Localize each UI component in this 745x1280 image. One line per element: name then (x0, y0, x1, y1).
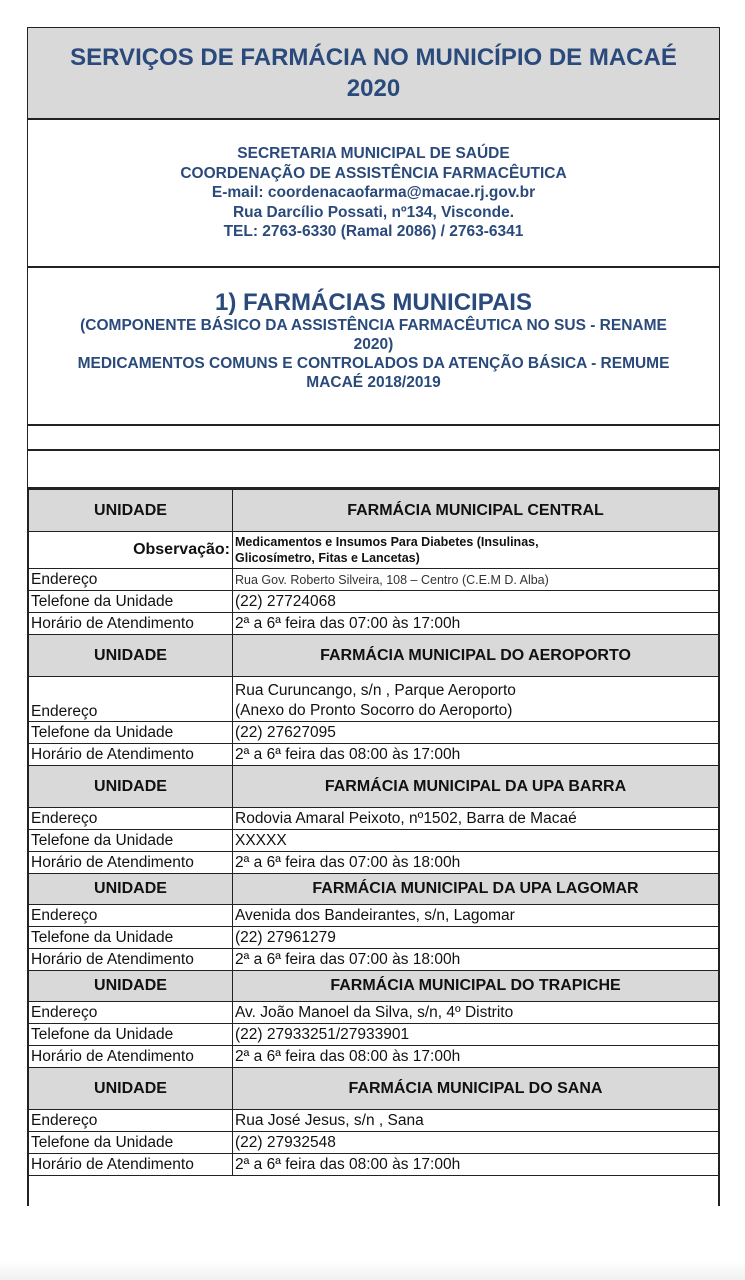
document-title (28, 28, 719, 120)
phone-value: XXXXX (233, 830, 719, 852)
secretaria-name: SECRETARIA MUNICIPAL DE SAÚDE (237, 145, 510, 162)
pharmacy-services-document (27, 27, 720, 1206)
unit-name: FARMÁCIA MUNICIPAL DA UPA LAGOMAR (233, 874, 719, 905)
phone-row (29, 1132, 719, 1154)
phone-value: (22) 27627095 (233, 722, 719, 744)
address-label: Endereço (29, 1110, 233, 1132)
address-row (29, 1110, 719, 1132)
observation-row (29, 532, 719, 569)
hours-row (29, 949, 719, 971)
hours-value: 2ª a 6ª feira das 08:00 às 17:00h (233, 744, 719, 766)
hours-value: 2ª a 6ª feira das 08:00 às 17:00h (233, 1046, 719, 1068)
contact-address: Rua Darcílio Possati, nº134, Visconde. (232, 203, 515, 221)
observation-label: Observação: (29, 532, 233, 569)
address-value: Rua Gov. Roberto Silveira, 108 – Centro (C.E.M D. Alba) (233, 569, 719, 591)
hours-row (29, 613, 719, 635)
unit-header-row (29, 490, 719, 532)
section-subtitle-2a: MEDICAMENTOS COMUNS E CONTROLADOS DA ATENÇÃO BÁSICA - REMUME (77, 355, 670, 372)
address-row (29, 1002, 719, 1024)
hours-label: Horário de Atendimento (29, 1154, 233, 1176)
unit-label: UNIDADE (29, 971, 233, 1002)
hours-row (29, 1154, 719, 1176)
phone-label: Telefone da Unidade (29, 927, 233, 949)
page-bottom-shadow (0, 1262, 745, 1280)
hours-label: Horário de Atendimento (29, 1046, 233, 1068)
unit-label: UNIDADE (29, 874, 233, 905)
unit-header-row (29, 766, 719, 808)
empty-row (28, 451, 719, 489)
hours-value: 2ª a 6ª feira das 07:00 às 18:00h (233, 852, 719, 874)
section-subtitle-1b: 2020) (353, 336, 394, 353)
phone-value: (22) 27724068 (233, 591, 719, 613)
unit-header-row (29, 635, 719, 677)
phone-label: Telefone da Unidade (29, 830, 233, 852)
address-row (29, 677, 719, 722)
address-line-1: Rua Curuncango, s/n , Parque Aeroporto (235, 682, 516, 699)
address-label: Endereço (29, 808, 233, 830)
unit-name: FARMÁCIA MUNICIPAL DO TRAPICHE (233, 971, 719, 1002)
phone-label: Telefone da Unidade (29, 1132, 233, 1154)
hours-label: Horário de Atendimento (29, 852, 233, 874)
hours-row (29, 744, 719, 766)
unit-header-row (29, 1068, 719, 1110)
unit-header-row (29, 874, 719, 905)
unit-name: FARMÁCIA MUNICIPAL DO SANA (233, 1068, 719, 1110)
phone-row (29, 722, 719, 744)
phone-row (29, 1024, 719, 1046)
address-line-2: (Anexo do Pronto Socorro do Aeroporto) (235, 702, 513, 719)
address-value (233, 677, 719, 722)
observation-line-1: Medicamentos e Insumos Para Diabetes (Insulinas, (235, 535, 539, 549)
title-line-1: SERVIÇOS DE FARMÁCIA NO MUNICÍPIO DE MACAÉ (70, 44, 677, 71)
observation-line-2: Glicosímetro, Fitas e Lancetas) (235, 551, 420, 565)
pharmacy-units-table (28, 489, 719, 1176)
phone-label: Telefone da Unidade (29, 722, 233, 744)
phone-value: (22) 27932548 (233, 1132, 719, 1154)
address-row (29, 905, 719, 927)
phone-row (29, 830, 719, 852)
unit-label: UNIDADE (29, 766, 233, 808)
unit-name: FARMÁCIA MUNICIPAL CENTRAL (233, 490, 719, 532)
hours-label: Horário de Atendimento (29, 613, 233, 635)
hours-row (29, 1046, 719, 1068)
section-heading: 1) FARMÁCIAS MUNICIPAIS (215, 289, 532, 316)
observation-value (233, 532, 719, 569)
section-subtitle-2b: MACAÉ 2018/2019 (306, 374, 441, 391)
hours-value: 2ª a 6ª feira das 07:00 às 17:00h (233, 613, 719, 635)
address-value: Rodovia Amaral Peixoto, nº1502, Barra de Macaé (233, 808, 719, 830)
address-row (29, 569, 719, 591)
section-subtitle-1a: (COMPONENTE BÁSICO DA ASSISTÊNCIA FARMACÊUTICA NO SUS - RENAME (80, 317, 667, 334)
address-row (29, 808, 719, 830)
phone-label: Telefone da Unidade (29, 591, 233, 613)
unit-label: UNIDADE (29, 1068, 233, 1110)
unit-name: FARMÁCIA MUNICIPAL DO AEROPORTO (233, 635, 719, 677)
address-label: Endereço (29, 1002, 233, 1024)
unit-name: FARMÁCIA MUNICIPAL DA UPA BARRA (233, 766, 719, 808)
hours-value: 2ª a 6ª feira das 08:00 às 17:00h (233, 1154, 719, 1176)
address-value: Rua José Jesus, s/n , Sana (233, 1110, 719, 1132)
address-label: Endereço (29, 677, 233, 722)
hours-label: Horário de Atendimento (29, 949, 233, 971)
empty-row (28, 426, 719, 451)
address-value: Avenida dos Bandeirantes, s/n, Lagomar (233, 905, 719, 927)
unit-header-row (29, 971, 719, 1002)
hours-value: 2ª a 6ª feira das 07:00 às 18:00h (233, 949, 719, 971)
hours-label: Horário de Atendimento (29, 744, 233, 766)
unit-label: UNIDADE (29, 635, 233, 677)
phone-row (29, 591, 719, 613)
section-header (28, 268, 719, 426)
phone-row (29, 927, 719, 949)
phone-value: (22) 27933251/27933901 (233, 1024, 719, 1046)
address-label: Endereço (29, 569, 233, 591)
contact-phone: TEL: 2763-6330 (Ramal 2086) / 2763-6341 (223, 223, 524, 240)
hours-row (29, 852, 719, 874)
contact-info (28, 120, 719, 268)
phone-label: Telefone da Unidade (29, 1024, 233, 1046)
contact-email: E-mail: coordenacaofarma@macae.rj.gov.br (211, 184, 536, 201)
phone-value: (22) 27961279 (233, 927, 719, 949)
coordenacao-name: COORDENAÇÃO DE ASSISTÊNCIA FARMACÊUTICA (180, 164, 567, 182)
unit-label: UNIDADE (29, 490, 233, 532)
title-line-2: 2020 (346, 75, 401, 102)
empty-row (28, 1176, 719, 1206)
address-value: Av. João Manoel da Silva, s/n, 4º Distrito (233, 1002, 719, 1024)
address-label: Endereço (29, 905, 233, 927)
